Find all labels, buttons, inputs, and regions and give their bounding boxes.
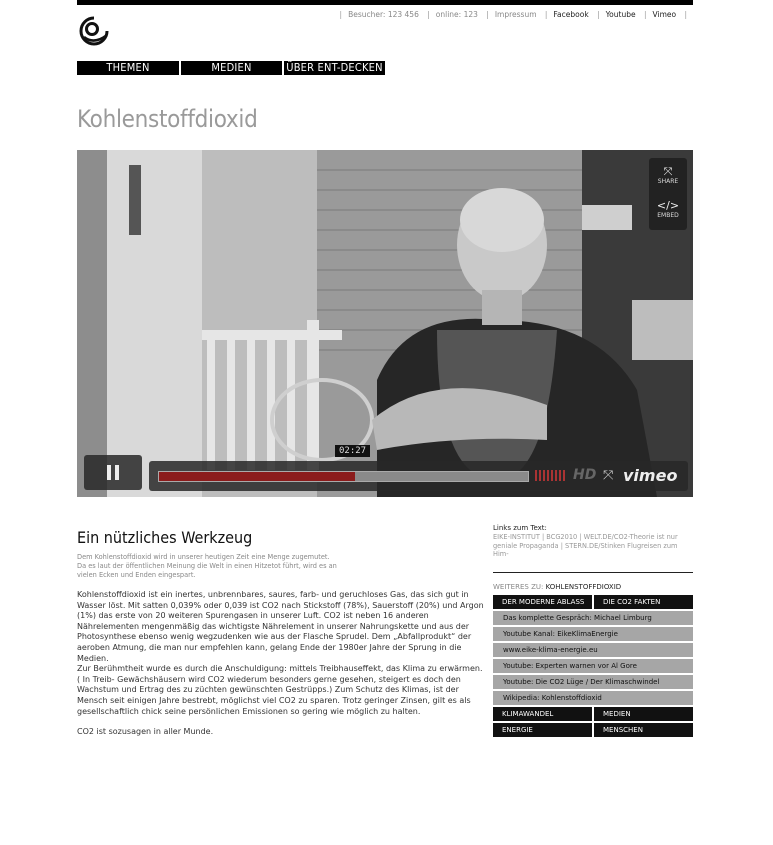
links-list[interactable]: EIKE-INSTITUT | BCG2010 | WELT.DE/CO2-Theorie ist nur geniale Propaganda | STERN.DE/Stinken Flugreisen zum Him-	[493, 533, 678, 558]
impressum-link[interactable]: Impressum	[494, 10, 537, 19]
online-count: online: 123	[435, 10, 478, 19]
vimeo-logo[interactable]: vimeo	[623, 466, 678, 485]
links-label: Links zum Text:	[493, 524, 547, 532]
article	[77, 528, 487, 738]
page-title: Kohlenstoffdioxid	[77, 105, 258, 133]
related-link[interactable]: Youtube: Die CO2 Lüge / Der Klimaschwindel	[493, 675, 693, 689]
share-embed-panel	[649, 158, 687, 230]
top-bar	[77, 0, 693, 5]
related-link[interactable]: www.eike-klima-energie.eu	[493, 643, 693, 657]
divider	[493, 572, 693, 573]
embed-icon: </>	[656, 198, 680, 212]
sidebar	[493, 524, 693, 739]
youtube-link[interactable]: Youtube	[605, 10, 636, 19]
article-intro: Dem Kohlenstoffdioxid wird in unserer heutigen Zeit eine Menge zugemutet. Da es laut der öffentlichen Meinung die Welt in einen Hitzetot führt, wird es an vielen Ecken und Enden eingespart.	[77, 553, 337, 579]
main-nav	[77, 61, 385, 75]
facebook-link[interactable]: Facebook	[553, 10, 589, 19]
site-logo[interactable]	[78, 15, 110, 47]
visitor-count: Besucher: 123 456	[348, 10, 419, 19]
article-heading: Ein nützliches Werkzeug	[77, 528, 253, 547]
related-link[interactable]: Wikipedia: Kohlenstoffdioxid	[493, 691, 693, 705]
video-player[interactable]	[77, 150, 693, 497]
fullscreen-icon[interactable]: ⤧	[603, 468, 614, 483]
volume-control[interactable]	[535, 470, 565, 481]
top-links: | Besucher: 123 456 | online: 123 | Impressum | Facebook | Youtube | Vimeo |	[339, 10, 687, 19]
link-moderne-ablass[interactable]: DER MODERNE ABLASS	[493, 595, 592, 609]
hd-toggle[interactable]: HD	[573, 467, 597, 483]
category-menschen[interactable]: MENSCHEN	[594, 723, 693, 737]
link-co2-fakten[interactable]: DIE CO2 FAKTEN	[594, 595, 693, 609]
category-klimawandel[interactable]: KLIMAWANDEL	[493, 707, 592, 721]
vimeo-link[interactable]: Vimeo	[652, 10, 677, 19]
related-link[interactable]: Youtube Kanal: EikeKlimaEnergie	[493, 627, 693, 641]
timecode: 02:27	[335, 445, 370, 457]
progress-fill	[159, 472, 355, 481]
category-energie[interactable]: ENERGIE	[493, 723, 592, 737]
weiteres-label: WEITERES ZU: KOHLENSTOFFDIOXID	[493, 582, 622, 591]
category-medien[interactable]: MEDIEN	[594, 707, 693, 721]
related-link[interactable]: Das komplette Gespräch: Michael Limburg	[493, 611, 693, 625]
video-frame	[77, 150, 693, 497]
pause-icon	[107, 465, 111, 480]
nav-medien[interactable]: MEDIEN	[181, 61, 282, 75]
progress-bar[interactable]	[158, 471, 529, 482]
embed-button[interactable]: </> EMBED	[656, 198, 680, 219]
share-icon: ⤧	[663, 164, 673, 178]
nav-themen[interactable]: THEMEN	[77, 61, 179, 75]
pause-button[interactable]	[84, 455, 142, 490]
related-link[interactable]: Youtube: Experten warnen vor Al Gore	[493, 659, 693, 673]
control-bar	[149, 446, 688, 491]
nav-ueber[interactable]: ÜBER ENT-DECKEN	[284, 61, 385, 75]
share-button[interactable]: ⤧ SHARE	[657, 164, 679, 185]
article-body: Kohlenstoffdioxid ist ein inertes, unbrennbares, saures, farb- und geruchloses Gas, das sich gut in Wasser löst. Mit satten 0,039% oder 0,039 ist CO2 nach Stickstoff (78%), Sauerstoff (20%) und Argon (1%) das erste von 20 weiteren Spurengasen in unserer Luft. CO2 ist neben 16 anderen Nährelementen mengenmäßig das wichtigste Nährelement in unserer Nahrungskette und aus der Photosynthese ebenso wenig wegzudenken wie aus der Flasche Sprudel. Dem „Abfallprodukt“ der aeroben Atmung, die man nur empfehlen kann, gelang Ende der 1980er Jahre der Sprung in die Medien. Zur Berühmtheit wurde es durch die Anschuldigung: mittels Treibhauseffekt, das Klima zu erwärmen. ( In Treib- Gewächshäusern wird CO2 wiederum besonders gerne gesehen, steigert es doch den Wachstum und Ertrag des zu züchten gewünschten Gestrüpps.) Zum Schutz des Klimas, ist der Mensch seit einigen Jahre bestrebt, möglichst viel CO2 zu sparen. Trotz geringer Zinsen, gilt es als gesellschaftlich chick seine persönlichen Emissionen so gering wie möglich zu halten. CO2 ist sozusagen in aller Munde.	[77, 590, 484, 737]
